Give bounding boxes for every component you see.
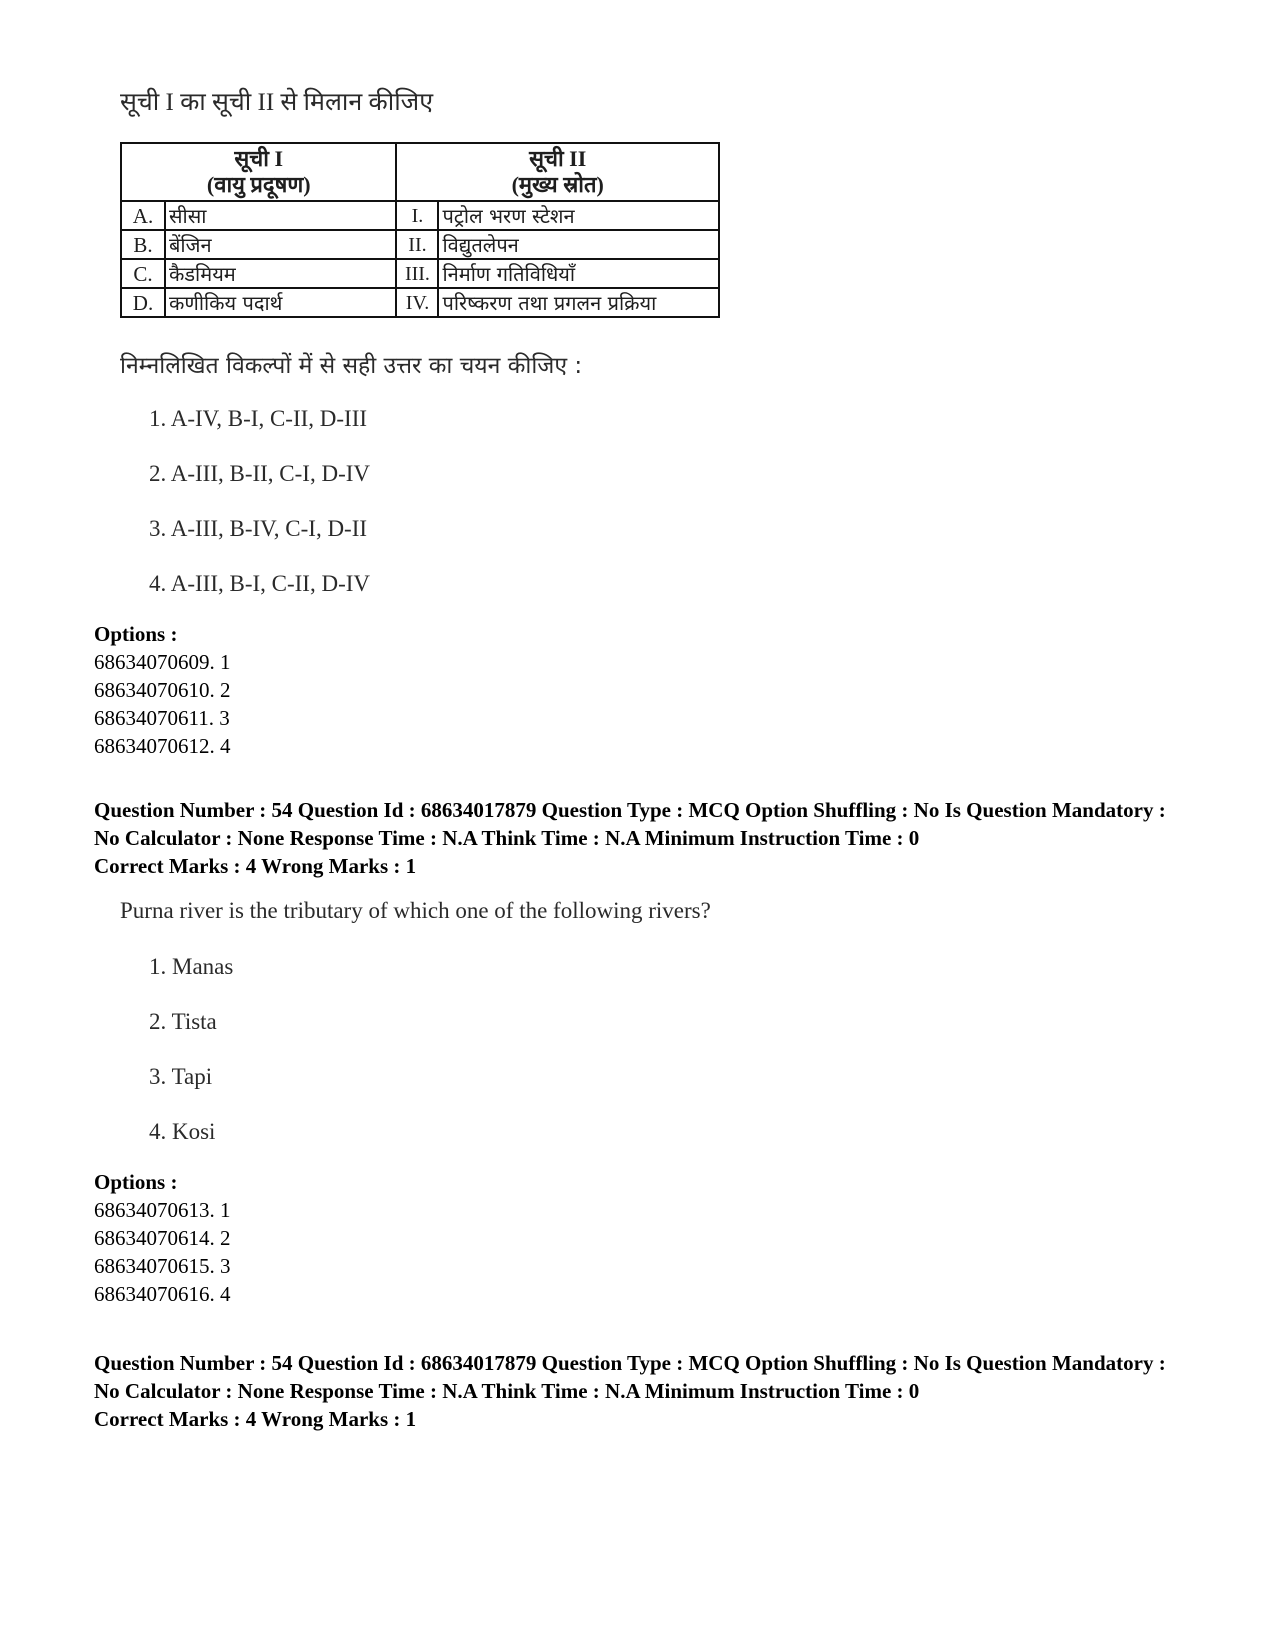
list-2-value: परिष्करण तथा प्रगलन प्रक्रिया: [438, 288, 719, 317]
choice-item: 2. A-III, B-II, C-I, D-IV: [149, 461, 370, 486]
list-1-value: कैडमियम: [165, 259, 396, 288]
list-1-key: C.: [121, 259, 165, 288]
list-1-value: सीसा: [165, 201, 396, 230]
table-row: [121, 201, 719, 230]
question-meta-line-2: No Calculator : None Response Time : N.A Think Time : N.A Minimum Instruction Time : 0: [94, 1379, 920, 1403]
option-item: 68634070615. 3: [94, 1254, 231, 1278]
list-1-key: D.: [121, 288, 165, 317]
list-2-key: I.: [396, 201, 438, 230]
table-row: [121, 259, 719, 288]
options-label: Options :: [94, 622, 178, 646]
q54-options-block: [94, 1168, 231, 1308]
q53-options-block: [94, 620, 231, 760]
q53-choice-list: [149, 404, 370, 624]
choice-item: 2. Tista: [149, 1009, 217, 1034]
question-meta-line-1: Question Number : 54 Question Id : 68634017879 Question Type : MCQ Option Shuffling : No Is Question Mandatory :: [94, 798, 1166, 822]
choice-item: 4. A-III, B-I, C-II, D-IV: [149, 571, 370, 596]
option-item: 68634070611. 3: [94, 706, 230, 730]
q53-instruction: निम्नलिखित विकल्पों में से सही उत्तर का चयन कीजिए :: [120, 353, 583, 379]
list-1-header: [121, 143, 396, 201]
list-1-value: कणीकिय पदार्थ: [165, 288, 396, 317]
question-marks: Correct Marks : 4 Wrong Marks : 1: [94, 1407, 417, 1431]
option-item: 68634070613. 1: [94, 1198, 231, 1222]
q54-header: [94, 796, 1166, 880]
list-1-key: A.: [121, 201, 165, 230]
options-label: Options :: [94, 1170, 178, 1194]
q54-repeat-header: [94, 1349, 1166, 1433]
list-2-subtitle: (मुख्य स्रोत): [511, 172, 604, 197]
option-item: 68634070609. 1: [94, 650, 231, 674]
match-table: [120, 142, 720, 318]
list-1-title: सूची I: [234, 146, 284, 171]
option-item: 68634070612. 4: [94, 734, 231, 758]
choice-item: 1. A-IV, B-I, C-II, D-III: [149, 406, 368, 431]
option-item: 68634070616. 4: [94, 1282, 231, 1306]
choice-item: 3. Tapi: [149, 1064, 213, 1089]
list-1-key: B.: [121, 230, 165, 259]
list-2-title: सूची II: [529, 146, 587, 171]
question-meta-line-1: Question Number : 54 Question Id : 68634017879 Question Type : MCQ Option Shuffling : No Is Question Mandatory :: [94, 1351, 1166, 1375]
list-2-value: निर्माण गतिविधियाँ: [438, 259, 719, 288]
list-2-value: पट्रोल भरण स्टेशन: [438, 201, 719, 230]
option-item: 68634070610. 2: [94, 678, 231, 702]
list-2-value: विद्युतलेपन: [438, 230, 719, 259]
list-2-key: III.: [396, 259, 438, 288]
option-item: 68634070614. 2: [94, 1226, 231, 1250]
q53-prompt: सूची I का सूची II से मिलान कीजिए: [120, 89, 434, 116]
choice-item: 1. Manas: [149, 954, 234, 979]
choice-item: 3. A-III, B-IV, C-I, D-II: [149, 516, 368, 541]
match-table-header: [121, 143, 719, 201]
list-2-header: [396, 143, 719, 201]
choice-item: 4. Kosi: [149, 1119, 216, 1144]
q54-prompt: Purna river is the tributary of which one of the following rivers?: [120, 898, 711, 923]
table-row: [121, 288, 719, 317]
q54-choice-list: [149, 952, 233, 1172]
table-row: [121, 230, 719, 259]
list-2-key: IV.: [396, 288, 438, 317]
list-1-subtitle: (वायु प्रदूषण): [206, 172, 311, 197]
question-meta-line-2: No Calculator : None Response Time : N.A Think Time : N.A Minimum Instruction Time : 0: [94, 826, 920, 850]
question-marks: Correct Marks : 4 Wrong Marks : 1: [94, 854, 417, 878]
list-2-key: II.: [396, 230, 438, 259]
list-1-value: बेंजिन: [165, 230, 396, 259]
